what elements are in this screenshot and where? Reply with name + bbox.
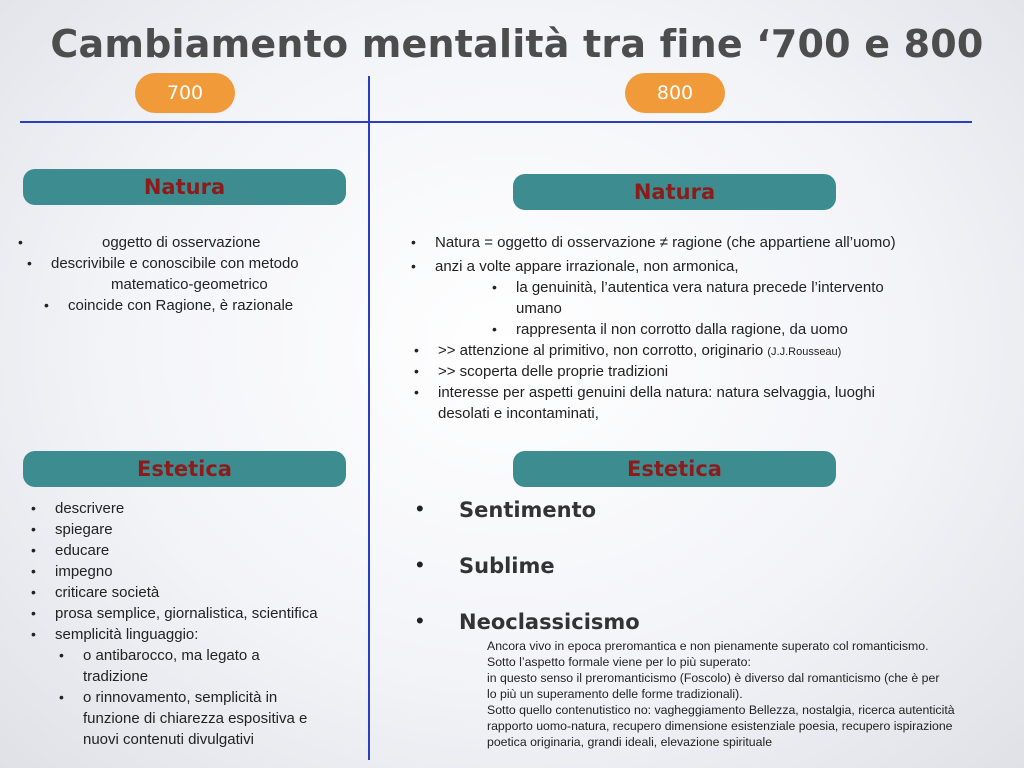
slide-title: Cambiamento mentalità tra fine ‘700 e 800: [50, 22, 984, 66]
left-estetica-item: • impegno: [55, 561, 113, 582]
right-natura-item: • Natura = oggetto di osservazione ≠ ragione (che appartiene all’uomo): [435, 232, 896, 253]
note-line: Sotto l’aspetto formale viene per lo più superato:: [487, 655, 751, 669]
note-line: in questo senso il preromanticismo (Foscolo) è diverso dal romanticismo (che è per: [487, 671, 940, 685]
note-line: lo più un superamento delle forme tradizionali).: [487, 687, 743, 701]
right-natura-subitem: • la genuinità, l’autentica vera natura precede l’intervento: [516, 277, 884, 298]
left-estetica-subitem: • o rinnovamento, semplicità in: [83, 687, 277, 708]
note-line: Ancora vivo in epoca preromantica e non pienamente superato col romanticismo.: [487, 639, 929, 653]
right-natura-item-cont: desolati e incontaminati,: [438, 405, 599, 422]
left-estetica-subitem-cont: tradizione: [83, 668, 149, 685]
left-natura-item: • descrivibile e conoscibile con metodo: [51, 253, 299, 274]
right-natura-item: • interesse per aspetti genuini della natura: natura selvaggia, luoghi: [438, 382, 875, 403]
estetica-neoclassicismo: Neoclassicismo: [459, 610, 640, 634]
right-natura-item-text: >> attenzione al primitivo, non corrotto, originario: [438, 342, 764, 359]
left-estetica-heading: Estetica: [23, 451, 346, 487]
vertical-divider: [368, 76, 370, 760]
right-natura-item: • anzi a volte appare irrazionale, non armonica,: [435, 256, 739, 277]
right-natura-item: [438, 340, 841, 363]
left-estetica-item: • criticare società: [55, 582, 159, 603]
left-natura-item: • oggetto di osservazione: [102, 232, 260, 253]
bullet: •: [416, 496, 424, 521]
note-line: rapporto uomo-natura, recupero dimensione esistenziale poesia, recupero ispirazione: [487, 719, 953, 733]
left-estetica-subitem-cont: nuovi contenuti divulgativi: [83, 731, 254, 748]
estetica-sentimento: Sentimento: [459, 498, 597, 522]
badge-700: 700: [135, 73, 235, 113]
left-estetica-item: • spiegare: [55, 519, 113, 540]
left-estetica-item: • prosa semplice, giornalistica, scientifica: [55, 603, 318, 624]
note-line: poetica originaria, grandi ideali, elevazione spirituale: [487, 735, 773, 749]
left-estetica-item: • semplicità linguaggio:: [55, 624, 198, 645]
neoclassicismo-notes: [487, 638, 955, 750]
rousseau-reference: (J.J.Rousseau): [767, 346, 842, 358]
left-natura-item-cont: matematico-geometrico: [111, 276, 268, 293]
left-natura-item: • coincide con Ragione, è razionale: [68, 295, 293, 316]
left-estetica-subitem-cont: funzione di chiarezza espositiva e: [83, 710, 308, 727]
right-natura-item: • >> scoperta delle proprie tradizioni: [438, 361, 668, 382]
badge-800: 800: [625, 73, 725, 113]
left-natura-heading: Natura: [23, 169, 346, 205]
horizontal-divider: [20, 121, 972, 123]
left-estetica-item: • educare: [55, 540, 109, 561]
bullet: •: [416, 608, 424, 633]
estetica-sublime: Sublime: [459, 554, 555, 578]
left-estetica-item: • descrivere: [55, 498, 124, 519]
right-natura-subitem-cont: umano: [516, 300, 562, 317]
right-natura-subitem: • rappresenta il non corrotto dalla ragione, da uomo: [516, 319, 848, 340]
right-natura-heading: Natura: [513, 174, 836, 210]
bullet: •: [416, 552, 424, 577]
left-estetica-subitem: • o antibarocco, ma legato a: [83, 645, 260, 666]
right-estetica-heading: Estetica: [513, 451, 836, 487]
note-line: Sotto quello contenutistico no: vagheggiamento Bellezza, nostalgia, ricerca autenticità: [487, 703, 955, 717]
